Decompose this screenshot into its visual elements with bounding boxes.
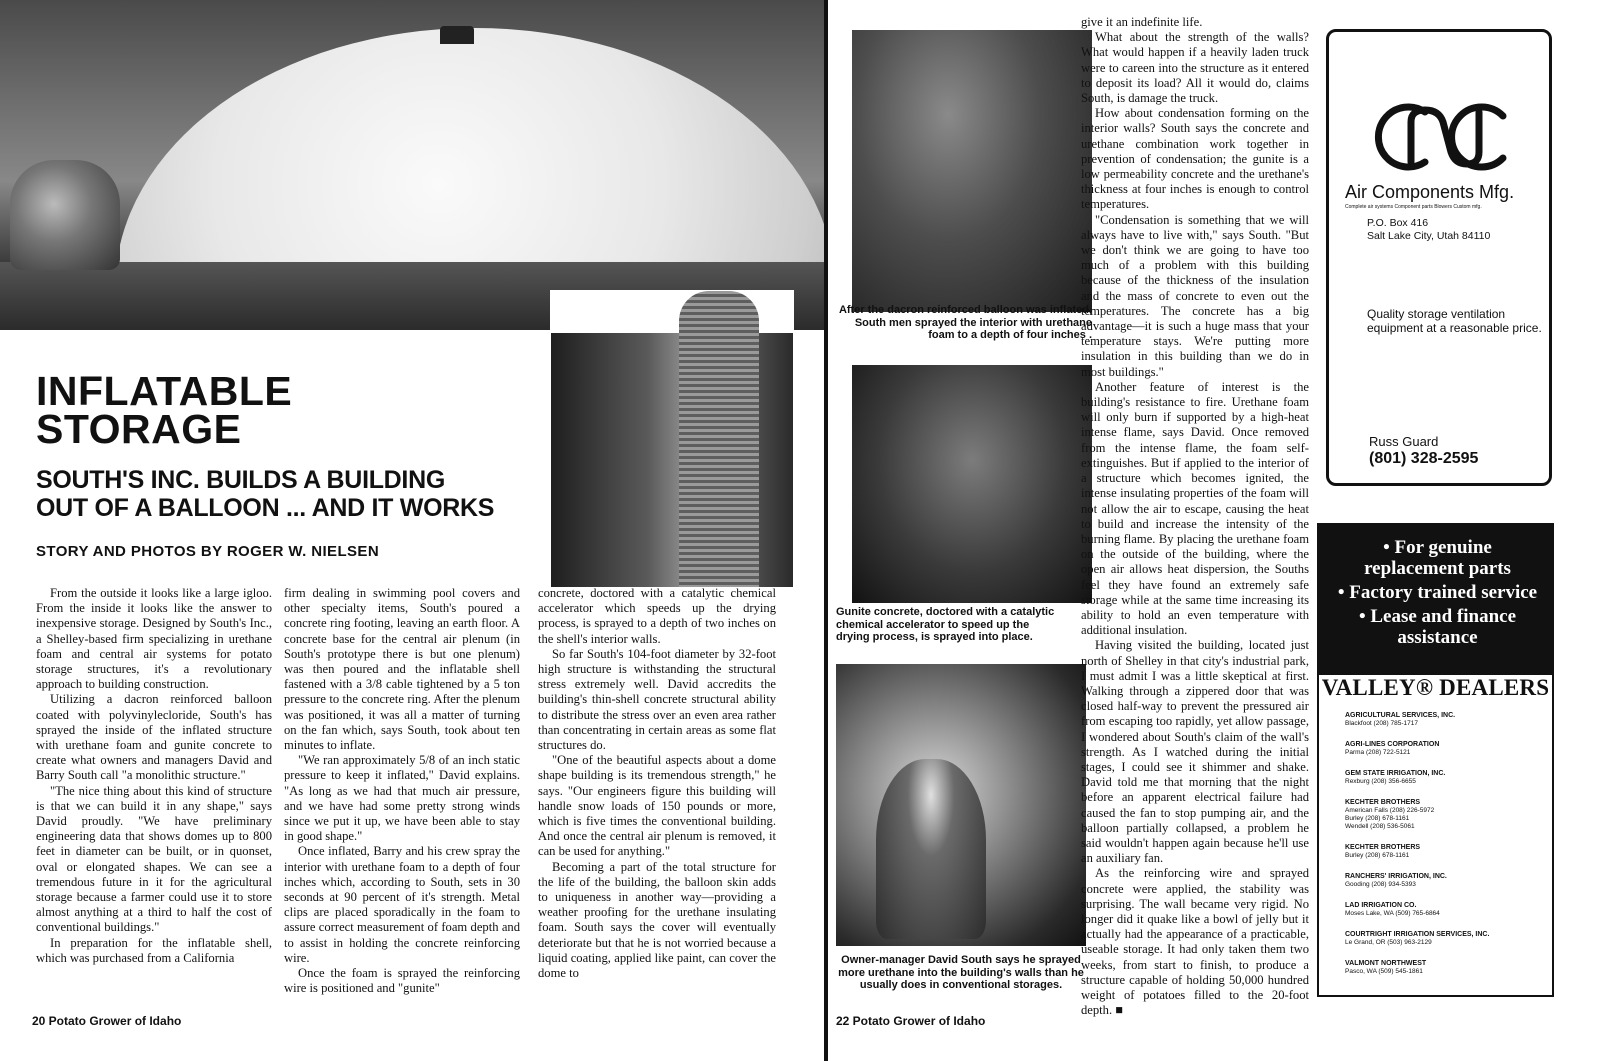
paragraph: Another feature of interest is the building's resistance to fire. Urethane foam will only burn if supported by a high-heat intense flame, says David. Once removed from the intense flame, the foam self-extinguishes. But if applied to the interior of a structure which becomes ignited, the intense insulating properties of the foam will not allow the air to escape, causing the heat to build and increase the intensity of the burning flame. By placing the urethane foam on the outside of the building, where the open air allows heat dispersion, the Souths feel they have found an extremely safe storage while at the same time increasing its ability to hold an even temperature with additional insulation. (1081, 379, 1309, 638)
ad-bullets-panel (1319, 525, 1552, 675)
paragraph: Having visited the building, located just north of Shelley in that city's industrial park, I must admit I was a little skeptical at first. Walking through a zippered door that was closed half-way to prevent the pressured air from escaping too rapidly, yet allow passage, I wondered about South's claim of the wall's strength. As I watched during the initial stages, I could see it shimmer and shake. David told me that morning that the night before an apparent electrical failure had caused the fan to stop pumping air, and the balloon partially collapsed, a problem he said wouldn't happen again because he'll use an auxiliary fan. (1081, 638, 1309, 866)
dealer-list (1345, 711, 1545, 988)
dealer-entry (1345, 769, 1545, 786)
air-components-ad (1326, 29, 1552, 486)
paragraph: "One of the beautiful aspects about a dome shape building is its tremendous strength," he says. "Our engineers figure this building will handle snow loads of 150 pounds or more, which is five times the conventional building. And once the central air plenum is removed, it can be used for anything." (538, 753, 776, 859)
dealer-entry (1345, 872, 1545, 889)
photo-caption-workers: Gunite concrete, doctored with a catalytic chemical accelerator to speed up the drying process, is sprayed into place. (836, 606, 1055, 643)
dealer-entry (1345, 959, 1545, 976)
dealer-name: KECHTER BROTHERS (1345, 844, 1421, 851)
paragraph: concrete, doctored with a catalytic chemical accelerator which speeds up the drying process, is sprayed to a depth of two inches on the shell's interior walls. (538, 586, 776, 646)
paragraph: What about the strength of the walls? What would happen if a heavily laden truck were to careen into the structure as it entered to deposit its load? All it would do, claims South, is damage the truck. (1081, 30, 1309, 106)
headline-line-2: STORAGE (36, 406, 242, 452)
page-folio-right: 22 Potato Grower of Idaho (836, 1014, 986, 1028)
ad-address-line-2: Salt Lake City, Utah 84110 (1367, 230, 1491, 242)
ad-bullet: • Factory trained service (1337, 582, 1538, 603)
dealer-location: Pasco, WA (509) 545-1861 (1345, 968, 1423, 975)
article-column-2 (284, 586, 520, 996)
article-column-1 (36, 586, 272, 966)
article-column-continued (1081, 15, 1309, 1018)
ad-address-line-1: P.O. Box 416 (1367, 217, 1429, 229)
dealer-entry (1345, 798, 1545, 831)
dealer-location: American Falls (208) 226-5972 (1345, 807, 1435, 814)
paragraph: Utilizing a dacron reinforced balloon coated with polyvinylecloride, South's has sprayed the inside of the inflated structure with urethane foam and gunite concrete to create what owners and managers David and Barry South call "a monolithic structure." (36, 692, 272, 783)
dealer-name: COURTRIGHT IRRIGATION SERVICES, INC. (1345, 931, 1490, 938)
subhead-line-1: SOUTH'S INC. BUILDS A BUILDING (36, 466, 445, 494)
paragraph: How about condensation forming on the interior walls? South says the concrete and urethane combination work together in prevention of condensation; the gunite is a low permeability concrete and the urethane's thickness at four inches is enough to control temperatures. (1081, 106, 1309, 212)
paragraph: firm dealing in swimming pool covers and other specialty items, South's poured a concrete ring footing, leaving an earth floor. A concrete base for the central air plenum (in South's prototype there is but one plenum) was then poured and the inflatable shell fastened with a 3/8 cable tightened by a 5 ton pressure to the concrete ring. After the plenum was positioned, it was all a matter of turning on the fan which, says South, took about ten minutes to inflate. (284, 586, 520, 753)
dealer-location: Rexburg (208) 356-6655 (1345, 778, 1416, 785)
dealer-location: Wendell (208) 536-5061 (1345, 823, 1415, 830)
ad-contact-name: Russ Guard (1369, 434, 1439, 449)
ad-company-tagline: Complete air systems Component parts Blowers Custom mfg. (1345, 204, 1482, 210)
ad-slogan: Quality storage ventilation equipment at a reasonable price. (1367, 307, 1542, 335)
ad-address (1367, 217, 1490, 243)
dealer-location: Blackfoot (208) 785-1717 (1345, 720, 1418, 727)
dealer-location: Burley (208) 678-1161 (1345, 815, 1410, 822)
dome-exterior-photo (0, 0, 824, 330)
dealer-entry (1345, 901, 1545, 918)
ad-bullet: • Lease and finance assistance (1358, 606, 1517, 648)
dealer-entry (1345, 930, 1545, 947)
dealer-name: KECHTER BROTHERS (1345, 799, 1421, 806)
paragraph: Becoming a part of the total structure for the life of the building, the balloon skin adds to uniqueness in another way—providing a weather proofing for the urethane insulating foam. South says the cover will eventually deteriorate but that he is not worried because a liquid coating, applied like paint, can cover the dome to (538, 859, 776, 981)
paragraph: In preparation for the inflatable shell, which was purchased from a California (36, 935, 272, 965)
dealer-location: Moses Lake, WA (509) 765-6864 (1345, 910, 1440, 917)
dealer-entry (1345, 740, 1545, 757)
ad-company-name: Air Components Mfg. (1345, 182, 1515, 202)
silo-plenum (679, 291, 759, 588)
dealer-entry (1345, 843, 1545, 860)
dealer-location: Parma (208) 722-5121 (1345, 749, 1411, 756)
paragraph: So far South's 104-foot diameter by 32-foot high structure is withstanding the structural stress extremely well. David accredits the building's thin-shell concrete structural ability to distribute the stress over an even area rather than concentrating in certain areas as some flat structures do. (538, 646, 776, 753)
dealer-entry (1345, 711, 1545, 728)
dealer-name: RANCHERS' IRRIGATION, INC. (1345, 873, 1447, 880)
paragraph: Once inflated, Barry and his crew spray the interior with urethane foam to a depth of four inches which, according to South, sets in 30 seconds at 90 percent of it's strength. Metal clips are placed sporadically in the foam to assure correct measurement of foam depth and to assist in holding the concrete reinforcing wire. (284, 844, 520, 965)
silo-photo (550, 290, 794, 588)
valley-dealers-ad (1317, 523, 1554, 997)
subhead-line-2: OUT OF A BALLOON ... AND IT WORKS (36, 494, 495, 522)
owner-portrait-photo (836, 664, 1086, 946)
cement-truck (10, 160, 120, 270)
dealer-name: VALMONT NORTHWEST (1345, 960, 1427, 967)
dealer-location: Burley (208) 678-1161 (1345, 852, 1410, 859)
paragraph: "We ran approximately 5/8 of an inch static pressure to keep it inflated," David explains. "As long as we had that much air pressure, and we have had some pretty strong winds since we put it up, we have been able to stay in good shape." (284, 753, 520, 844)
photo-caption-crane: After the dacron reinforced balloon was inflated, South men sprayed the interior with urethane foam to a depth of four inches . (838, 304, 1092, 341)
paragraph: "The nice thing about this kind of structure is that we can build it in any shape," says David proudly. "We have preliminary engineering data that shows domes up to 800 feet in diameter can be built, or in quonset, oval or elongated shapes. We can see a tremendous future in it for the agricultural storage because a farmer could use it to store almost anything at a third to half the cost of conventional buildings." (36, 783, 272, 935)
paragraph: As the reinforcing wire and sprayed concrete were applied, the stability was surprising. The wall became very rigid. No longer did it quake like a bowl of jelly but it actually had the appearance of a practicable, useable storage. It had only taken them two weeks, from start to finish, to produce a structure capable of holding 50,000 hundred weight of potatoes filled to the 20-foot depth. ■ (1081, 866, 1309, 1018)
photo-caption-owner: Owner-manager David South says he sprayed more urethane into the building's walls than he usually does in conventional storages. (838, 954, 1084, 991)
workers-gunite-photo (852, 365, 1092, 603)
dealer-name: AGRICULTURAL SERVICES, INC. (1345, 712, 1456, 719)
dealer-location: Le Grand, OR (503) 963-2129 (1345, 939, 1432, 946)
ad-contact-phone: (801) 328-2595 (1369, 450, 1479, 467)
dealer-name: GEM STATE IRRIGATION, INC. (1345, 770, 1446, 777)
paragraph: From the outside it looks like a large igloo. From the inside it looks like the answer to inexpensive storage. Designed by South's Inc., a Shelley-based firm specializing in urethane foam and central air systems for potato storage structures, it's a revolutionary approach to building construction. (36, 586, 272, 692)
dome-vent (440, 26, 474, 44)
headline-line-1: INFLATABLE (36, 368, 293, 414)
crane-spraying-photo (852, 30, 1092, 312)
right-page (828, 0, 1600, 1061)
dealer-name: LAD IRRIGATION CO. (1345, 902, 1417, 909)
ad-brand: VALLEY® DEALERS (1321, 675, 1550, 700)
acm-logo-icon (1363, 82, 1523, 192)
paragraph: "Condensation is something that we will always have to live with," says South. "But we don't think we are going to have too much of a problem with this building because of the thickness of the insulation and the mass of concrete to even out the temperatures. The concrete has a big advantage—it is such a huge mass that your temperature stays. We're putting more insulation in this building than we do in most buildings." (1081, 212, 1309, 379)
byline: STORY AND PHOTOS BY ROGER W. NIELSEN (36, 543, 380, 560)
owner-figure (876, 759, 986, 939)
article-column-3 (538, 586, 776, 981)
page-folio-left: 20 Potato Grower of Idaho (32, 1014, 182, 1028)
ad-bullet: • For genuine replacement parts (1364, 537, 1511, 579)
dealer-location: Gooding (208) 934-5393 (1345, 881, 1416, 888)
paragraph: Once the foam is sprayed the reinforcing wire is positioned and "gunite" (284, 966, 520, 996)
paragraph: give it an indefinite life. (1081, 15, 1203, 29)
dealer-name: AGRI-LINES CORPORATION (1345, 741, 1440, 748)
subheadline (36, 466, 556, 522)
headline (36, 368, 366, 452)
